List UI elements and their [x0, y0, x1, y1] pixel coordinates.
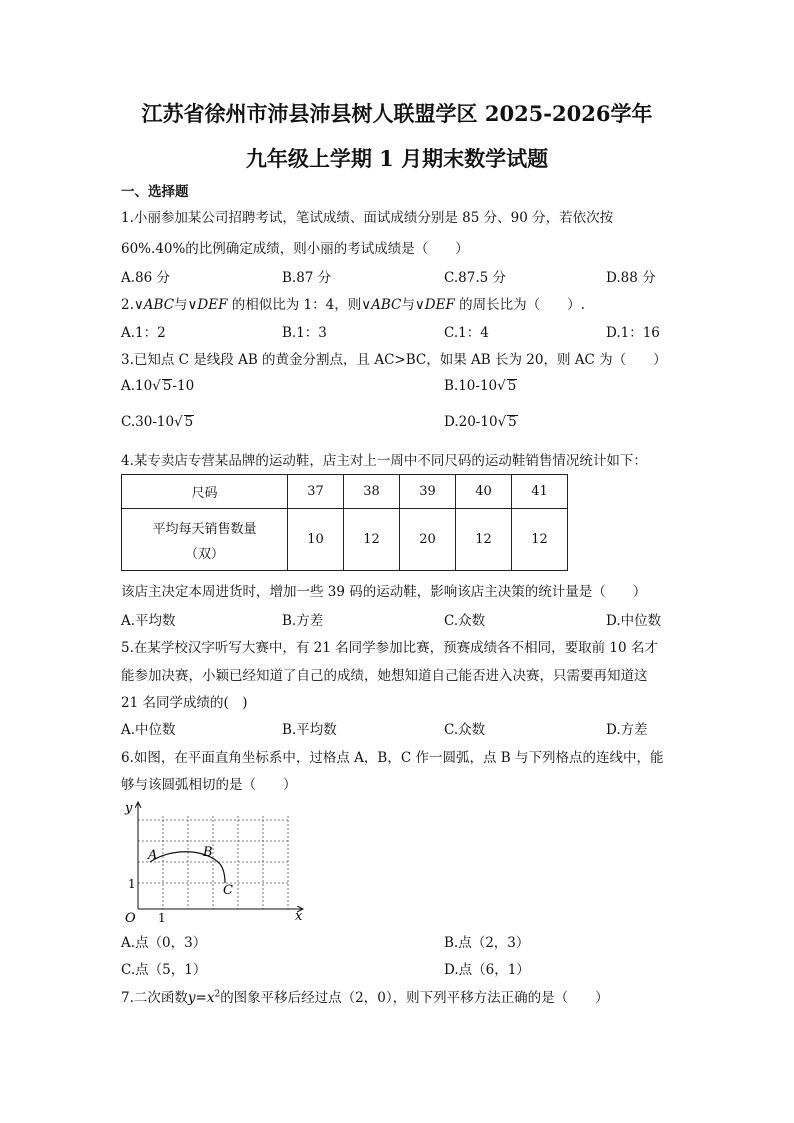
- table-header-size: 尺码: [122, 475, 288, 509]
- q3-line: 3.已知点 C 是线段 AB 的黄金分割点，且 AC>BC，如果 AB 长为 20，则 AC 为（ ）: [121, 352, 667, 368]
- q4-option-b: B.方差: [282, 613, 324, 629]
- q1-line1: 1.小丽参加某公司招聘考试，笔试成绩、面试成绩分别是 85 分、90 分，若依次按: [121, 210, 614, 226]
- q4-after: 该店主决定本周进货时，增加一些 39 码的运动鞋，影响该店主决策的统计量是（ ）: [121, 584, 647, 600]
- table-cell-count: 12: [456, 509, 512, 571]
- q6-option-a: A.点（0，3）: [121, 935, 207, 951]
- origin-label: O: [125, 911, 136, 922]
- q1-option-c: C.87.5 分: [444, 270, 506, 286]
- sqrt-icon: √: [152, 378, 161, 394]
- q6-option-d: D.点（6，1）: [444, 962, 530, 978]
- q1-option-d: D.88 分: [606, 270, 656, 286]
- section-heading: 一、选择题: [121, 184, 189, 200]
- q5-option-c: C.众数: [444, 722, 486, 738]
- point-a-label: A: [148, 848, 158, 863]
- q5-line2: 能参加决赛，小颖已经知道了自己的成绩，她想知道自己能否进入决赛，只需要再知道这: [121, 668, 648, 684]
- q4-line: 4.某专卖店专营某品牌的运动鞋，店主对上一周中不同尺码的运动鞋销售情况统计如下：: [121, 453, 647, 469]
- q5-option-d: D.方差: [606, 722, 648, 738]
- q6-coordinate-figure: [115, 796, 315, 922]
- sqrt-icon: √: [497, 414, 507, 430]
- table-cell-size: 37: [288, 475, 344, 509]
- q6-line1: 6.如图，在平面直角坐标系中，过格点 A，B，C 作一圆弧，点 B 与下列格点的连线中，能: [121, 750, 664, 766]
- doc-title-line1: 江苏省徐州市沛县沛县树人联盟学区 2025-2026学年: [141, 101, 653, 126]
- q4-option-c: C.众数: [444, 613, 486, 629]
- table-cell-size: 38: [344, 475, 400, 509]
- sqrt-icon: √: [497, 378, 506, 394]
- grid-lines: [138, 816, 288, 909]
- q6-option-b: B.点（2，3）: [444, 935, 530, 951]
- q5-option-a: A.中位数: [121, 722, 176, 738]
- q1-option-b: B.87 分: [282, 270, 332, 286]
- table-cell-count: 12: [512, 509, 568, 571]
- q2-option-d: D.1：16: [606, 325, 660, 341]
- table-cell-count: 12: [344, 509, 400, 571]
- q3-option-a: A.10√ 5-10: [121, 378, 195, 394]
- q4-option-d: D.中位数: [606, 613, 662, 629]
- circle-arc: [150, 852, 225, 883]
- q5-option-b: B.平均数: [282, 722, 337, 738]
- q2-option-b: B.1：3: [282, 325, 327, 341]
- table-header-count: 平均每天销售数量 （双）: [122, 509, 288, 571]
- doc-title-line2: 九年级上学期 1 月期末数学试题: [245, 146, 549, 171]
- q4-sales-table: [121, 474, 568, 571]
- q1-option-a: A.86 分: [121, 270, 171, 286]
- table-cell-size: 41: [512, 475, 568, 509]
- x-tick-1: 1: [158, 911, 166, 922]
- sqrt-icon: √: [174, 414, 183, 430]
- q5-line3: 21 名同学成绩的( ): [121, 695, 248, 711]
- q2-option-c: C.1：4: [444, 325, 489, 341]
- q3-option-b: B.10-10√ 5: [444, 378, 517, 394]
- q3-option-c: C.30-10√ 5: [121, 414, 194, 430]
- point-c-label: C: [223, 883, 233, 898]
- table-cell-count: 20: [400, 509, 456, 571]
- q7-line: 7.二次函数$y=x^2$的图象平移后经过点（2，0），则下列平移方法正确的是（ ）: [121, 989, 609, 1006]
- x-axis-label: x: [295, 909, 303, 922]
- table-cell-count: 10: [288, 509, 344, 571]
- q1-line2: 60%.40%的比例确定成绩，则小丽的考试成绩是（ ）: [121, 241, 469, 257]
- point-b-label: B: [203, 845, 213, 860]
- q4-option-a: A.平均数: [121, 613, 176, 629]
- q2-line: 2.∨ABC与∨DEF 的相似比为 1：4，则∨ABC与∨DEF 的周长比为（ ）.: [121, 297, 585, 313]
- q6-option-c: C.点（5，1）: [121, 962, 207, 978]
- table-cell-size: 39: [400, 475, 456, 509]
- table-cell-size: 40: [456, 475, 512, 509]
- q3-option-d: D.20-10√ 5: [444, 414, 517, 430]
- y-axis-label: y: [125, 801, 133, 816]
- q2-option-a: A.1：2: [121, 325, 166, 341]
- y-tick-1: 1: [128, 877, 136, 891]
- q6-line2: 够与该圆弧相切的是（ ）: [121, 777, 297, 793]
- q5-line1: 5.在某学校汉字听写大赛中，有 21 名同学参加比赛，预赛成绩各不相同，要取前 10 名才: [121, 640, 658, 656]
